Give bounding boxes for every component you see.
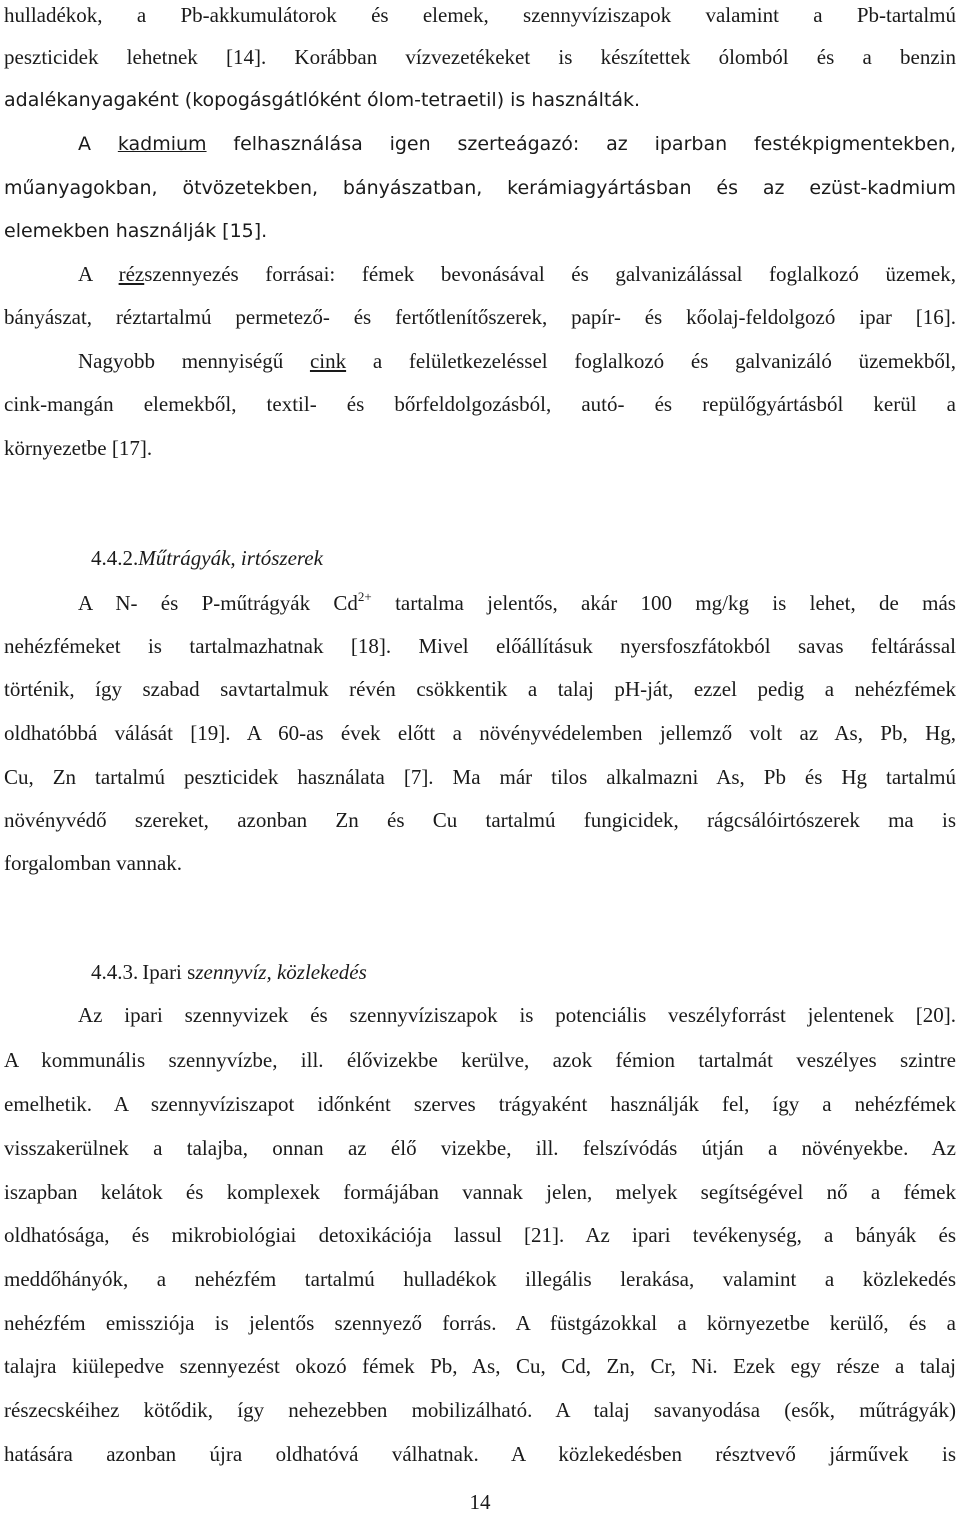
paragraph-line: részecskéihez kötődik, így nehezebben mobilizálható. A talaj savanyodása (esők, műtrágyák) [4,1398,956,1422]
paragraph-line [78,259,956,289]
paragraph-line: iszapban kelátok és komplexek formájában vannak jelen, melyek segítségével nő a fémek [4,1180,956,1204]
paragraph-line: környezetbe [17]. [4,436,153,460]
paragraph-line: peszticidek lehetnek [14]. Korábban vízvezetékeket is készítettek ólomból és a benzin [4,45,956,69]
paragraph-line [78,129,956,159]
keyword-copper: réz [118,262,145,286]
paragraph-line [78,588,956,618]
paragraph-line: növényvédő szereket, azonban Zn és Cu tartalmú fungicidek, rágcsálóirtószerek ma is [4,808,956,832]
paragraph-line: nehézfémeket is tartalmazhatnak [18]. Mivel előállításuk nyersfoszfátokból savas feltárással [4,634,956,658]
text-span: a felületkezeléssel foglalkozó és galvanizáló üzemekből, [346,349,956,373]
text-span: A [78,262,119,286]
paragraph-line: hulladékok, a Pb-akkumulátorok és elemek, szennyvíziszapok valamint a Pb-tartalmú [4,3,956,27]
paragraph-line: hatására azonban újra oldhatóvá válhatnak. A közlekedésben résztvevő járművek is [4,1442,956,1466]
keyword-zinc: cink [309,349,347,373]
paragraph-line: emelhetik. A szennyvíziszapot időnként szerves trágyaként használják fel, így a nehézfémek [4,1092,956,1116]
text-span: felhasználása igen szerteágazó: az iparban festékpigmentekben, [206,133,956,155]
paragraph-line: Cu, Zn tartalmú peszticidek használata [7]. Ma már tilos alkalmazni As, Pb és Hg tartalmú [4,765,956,789]
section-title: Műtrágyák, irtószerek [138,546,323,570]
paragraph-line: műanyagokban, ötvözetekben, bányászatban, kerámiagyártásban és az ezüst-kadmium [4,177,956,199]
paragraph-line: oldhatósága, és mikrobiológiai detoxikációja lassul [21]. Az ipari tevékenység, a bányák és [4,1223,956,1247]
text-span: Nagyobb mennyiségű [78,349,310,373]
page-number: 14 [469,1490,491,1514]
paragraph-line: visszakerülnek a talajba, onnan az élő vizekbe, ill. felszívódás útján a növényekbe. Az [4,1136,956,1160]
section-number: 4.4.2. [91,546,139,570]
paragraph-line: adalékanyagaként (kopogásgátlóként ólom-tetraetil) is használták. [4,89,641,111]
paragraph-line: A kommunális szennyvízbe, ill. élővizekbe kerülve, azok fémion tartalmát veszélyes szintre [4,1048,956,1072]
paragraph-line: cink-mangán elemekből, textil- és bőrfeldolgozásból, autó- és repülőgyártásból kerül a [4,392,956,416]
paragraph-line: oldhatóbbá válását [19]. A 60-as évek előtt a növényvédelemben jellemző volt az As, Pb, Hg, [4,721,956,745]
section-title-part: Ipari s [142,960,196,984]
paragraph-line: Az ipari szennyvizek és szennyvíziszapok is potenciális veszélyforrást jelentenek [20]. [78,1003,956,1027]
text-span: A [78,133,118,155]
text-span: szennyezés forrásai: fémek bevonásával és galvanizálással foglalkozó üzemek, [144,262,957,286]
paragraph-line: talajra kiülepedve szennyezést okozó fémek Pb, As, Cu, Cd, Zn, Cr, Ni. Ezek egy része a talaj [4,1354,956,1378]
section-heading [91,957,367,987]
paragraph-line: bányászat, réztartalmú permetező- és fertőtlenítőszerek, papír- és kőolaj-feldolgozó ipar [16]. [4,305,956,329]
paragraph-line [78,346,956,376]
section-title-part: zennyvíz, közlekedés [195,960,367,984]
text-span: tartalma jelentős, akár 100 mg/kg is lehet, de más [371,591,956,615]
paragraph-line: meddőhányók, a nehézfém tartalmú hulladékok illegális lerakása, valamint a közlekedés [4,1267,956,1291]
keyword-cadmium: kadmium [117,133,207,155]
paragraph-line: történik, így szabad savtartalmuk révén csökkentik a talaj pH-ját, ezzel pedig a nehézfémek [4,677,956,701]
section-heading [91,543,323,573]
superscript: 2+ [357,589,372,604]
paragraph-line: elemekben használják [15]. [4,220,268,242]
text-span: A N- és P-műtrágyák Cd [78,591,358,615]
paragraph-line: nehézfém emissziója is jelentős szennyező forrás. A füstgázokkal a környezetbe kerülő, és a [4,1311,956,1335]
paragraph-line: forgalomban vannak. [4,851,183,875]
section-number: 4.4.3. [91,960,139,984]
